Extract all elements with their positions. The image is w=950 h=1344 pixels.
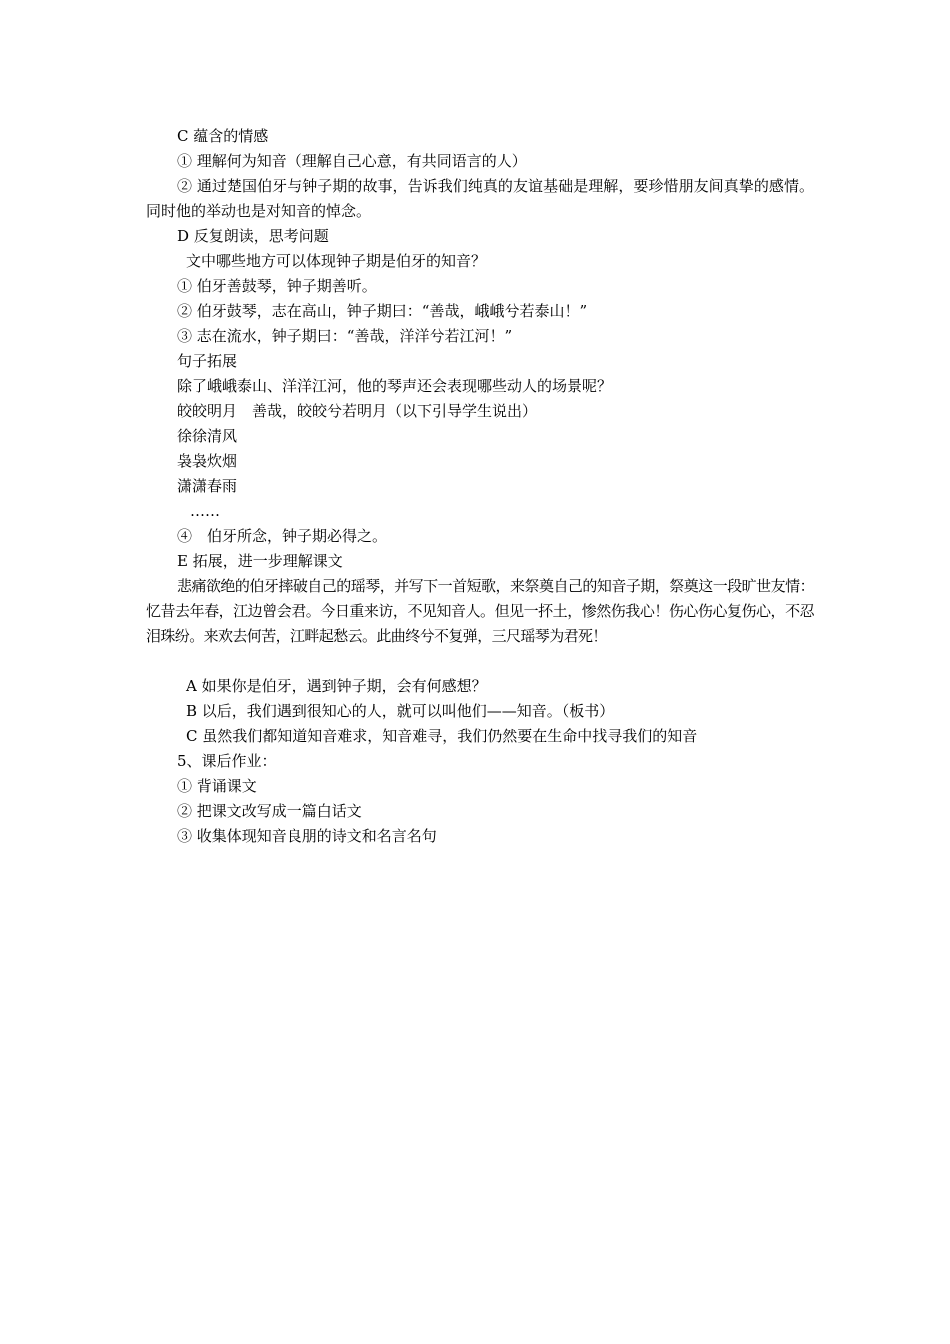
homework-item-3: ③ 收集体现知音良朋的诗文和名言名句 (177, 827, 437, 845)
evidence-2: ② 伯牙鼓琴，志在高山，钟子期曰：“善哉，峨峨兮若泰山！” (177, 302, 588, 320)
homework-item-1: ① 背诵课文 (177, 777, 257, 795)
document-body (146, 124, 814, 849)
section-e-heading: E 拓展，进一步理解课文 (177, 552, 343, 570)
section-c-heading: C 蕴含的情感 (177, 127, 269, 145)
sentence-expansion-heading: 句子拓展 (177, 352, 238, 370)
expansion-question: 除了峨峨泰山、洋洋江河，他的琴声还会表现哪些动人的场景呢？ (177, 377, 613, 395)
evidence-3: ③ 志在流水，钟子期曰：“善哉，洋洋兮若江河！” (177, 327, 513, 345)
homework-item-2: ② 把课文改写成一篇白话文 (177, 802, 362, 820)
reflection-b: B 以后，我们遇到很知心的人，就可以叫他们——知音。（板书） (186, 702, 615, 720)
reflection-a: A 如果你是伯牙，遇到钟子期，会有何感想？ (186, 677, 487, 695)
emotion-point-1: ① 理解何为知音（理解自己心意，有共同语言的人） (177, 152, 527, 170)
evidence-1: ① 伯牙善鼓琴，钟子期善听。 (177, 277, 377, 295)
reflection-c: C 虽然我们都知道知音难求，知音难寻，我们仍然要在生命中找寻我们的知音 (186, 727, 698, 745)
expansion-item-breeze: 徐徐清风 (177, 427, 238, 445)
poem-paragraph: 悲痛欲绝的伯牙摔破自己的瑶琴，并写下一首短歌，来祭奠自己的知音子期，祭奠这一段旷世友情：忆昔去年春，江边曾会君。今日重来访，不见知音人。但见一抔土，惨然伤我心！伤心伤心复伤心，不忍泪珠纷。来欢去何苦，江畔起愁云。此曲终兮不复弹，三尺瑶琴为君死！ (146, 577, 814, 645)
emotion-point-2: ② 通过楚国伯牙与钟子期的故事，告诉我们纯真的友谊基础是理解，要珍惜朋友间真挚的感情。同时他的举动也是对知音的悼念。 (146, 177, 814, 220)
expansion-item-rain: 潇潇春雨 (177, 477, 238, 495)
expansion-item-smoke: 袅袅炊烟 (177, 452, 238, 470)
evidence-4: ④ 伯牙所念，钟子期必得之。 (177, 527, 388, 545)
blank-line (146, 649, 814, 674)
question-text: 文中哪些地方可以体现钟子期是伯牙的知音？ (186, 252, 487, 270)
section-d-heading: D 反复朗读，思考问题 (177, 227, 329, 245)
homework-heading: 5、课后作业： (177, 752, 277, 770)
ellipsis: …… (190, 502, 220, 520)
expansion-example: 皎皎明月 善哉，皎皎兮若明月（以下引导学生说出） (177, 402, 538, 420)
